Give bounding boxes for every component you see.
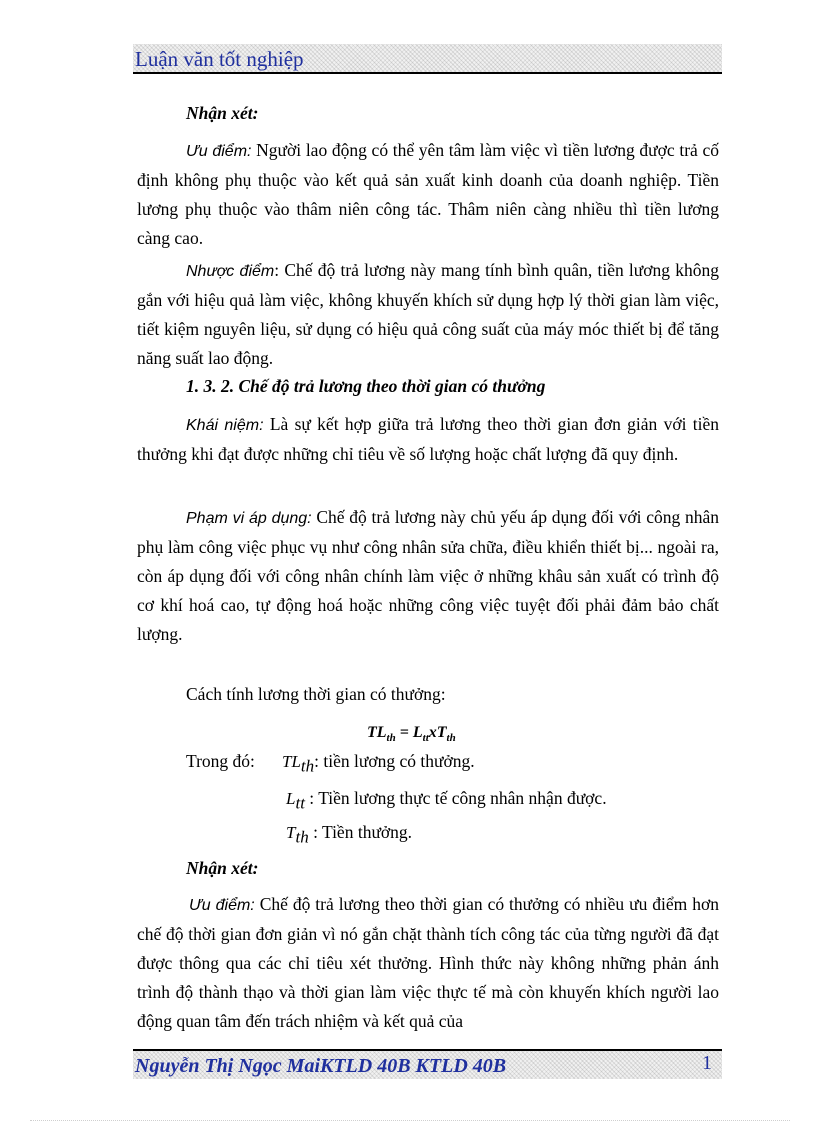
page-header xyxy=(133,44,722,74)
item-2-symbol: L xyxy=(286,789,296,808)
bottom-divider xyxy=(30,1120,790,1121)
text-khai-niem: Là sự kết hợp giữa trả lương theo thời gian đơn giản với tiền thưởng khi đạt được những chỉ tiêu về số lượng hoặc chất lượng đã quy định. xyxy=(137,414,720,464)
page-footer xyxy=(133,1049,722,1079)
formula xyxy=(367,724,456,744)
page-number: 1 xyxy=(702,1052,712,1074)
label-uu-diem-1: Ưu điểm: xyxy=(186,143,252,160)
header-title: Luận văn tốt nghiệp xyxy=(135,47,304,71)
text-uu-diem-1: Người lao động có thể yên tâm làm việc vì tiền lương được trả cố định không phụ thuộc vào kết quả sản xuất kinh doanh của doanh nghiệp. Tiền lương phụ thuộc vào thâm niên công tác. Thâm niên càng nhiều thì tiền lương càng cao. xyxy=(137,140,719,248)
label-uu-diem-2: Ưu điểm: xyxy=(189,897,255,914)
item-3-sub: th xyxy=(295,827,309,847)
trong-do-item-2 xyxy=(286,788,607,814)
item-3-desc: : Tiền thưởng. xyxy=(308,822,413,842)
formula-x: x xyxy=(428,724,437,741)
formula-l: L xyxy=(412,724,423,741)
item-1-sub: th xyxy=(300,756,315,776)
text-pham-vi: Chế độ trả lương này chủ yếu áp dụng đối với công nhân phụ làm công việc phục vụ như công nhân sửa chữa, điều khiển thiết bị... ngoài ra, còn áp dụng đối với công nhân chính làm việc ở những khâu sản xuất có trình độ cơ khí hoá cao, tự động hoá hoặc những công việc tuyệt đối phải đảm bảo chất lượng. xyxy=(137,507,719,644)
section-heading: 1. 3. 2. Chế độ trả lương theo thời gian có thưởng xyxy=(186,376,546,396)
item-1-symbol: TL xyxy=(282,752,301,771)
paragraph-khai-niem xyxy=(137,410,719,469)
label-pham-vi: Phạm vi áp dụng: xyxy=(186,510,312,527)
text-uu-diem-2: Chế độ trả lương theo thời gian có thưởng có nhiều ưu điểm hơn chế độ thời gian đơn giản vì nó gắn chặt thành tích công tác của từng người đã đạt được thông qua các chỉ tiêu xét thưởng. Hình thức này không những phản ánh trình độ thành thạo và thời gian làm việc thực tế mà còn khuyến khích người lao động quan tâm đến trách nhiệm và kết quả của xyxy=(137,894,720,1031)
trong-do-item-3 xyxy=(286,822,412,848)
item-1-desc: : tiền lương có thưởng. xyxy=(314,751,475,771)
label-khai-niem: Khái niệm: xyxy=(186,417,264,434)
trong-do-label: Trong đó: xyxy=(186,751,255,771)
formula-eq: = xyxy=(395,724,413,741)
paragraph-nhuoc-diem xyxy=(137,256,719,373)
formula-t-sub: th xyxy=(446,732,456,745)
footer-author: Nguyễn Thị Ngọc MaiKTLD 40B KTLD 40B xyxy=(135,1055,507,1077)
formula-lhs: TL xyxy=(367,724,387,741)
trong-do-item-1 xyxy=(282,751,475,777)
heading-nhan-xet-1: Nhận xét: xyxy=(186,103,259,123)
cach-tinh-text: Cách tính lương thời gian có thưởng: xyxy=(186,684,446,704)
formula-t: T xyxy=(436,724,447,741)
item-2-sub: tt xyxy=(295,793,305,813)
paragraph-uu-diem-1 xyxy=(137,136,719,253)
formula-l-sub: tt xyxy=(422,732,429,745)
item-2-desc: : Tiền lương thực tế công nhân nhận được. xyxy=(304,788,607,808)
item-3-symbol: T xyxy=(286,823,296,842)
paragraph-pham-vi xyxy=(137,503,719,649)
heading-nhan-xet-2: Nhận xét: xyxy=(186,858,259,878)
paragraph-uu-diem-2 xyxy=(137,890,719,1036)
label-nhuoc-diem: Nhược điểm xyxy=(186,263,275,280)
formula-lhs-sub: th xyxy=(386,732,396,745)
text-nhuoc-diem: : Chế độ trả lương này mang tính bình quân, tiền lương không gắn với hiệu quả làm việc, không khuyến khích sử dụng hợp lý thời gian làm việc, tiết kiệm nguyên liệu, sử dụng có hiệu quả công suất của máy móc thiết bị để tăng năng suất lao động. xyxy=(137,260,720,368)
